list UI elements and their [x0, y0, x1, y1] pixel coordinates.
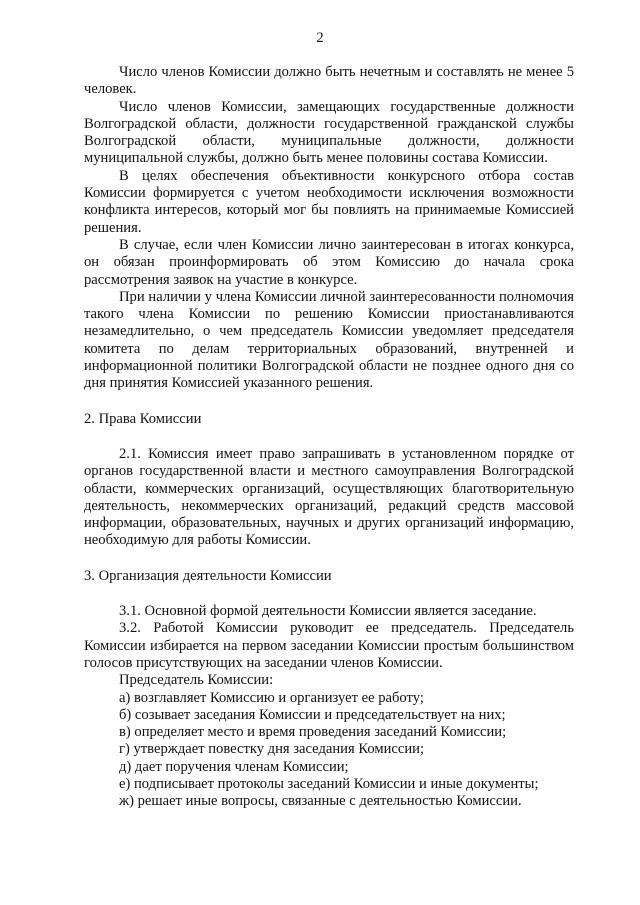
paragraph: При наличии у члена Комиссии личной заинтересованности полномочия такого члена Комиссии по решению Комиссии приостанавливаются незамедлительно, о чем председатель Комиссии уведомляет председателя комитета по делам территориальных образований, внутренней и информационной политики Волгоградской области не позднее одного дня со дня принятия Комиссией указанного решения. [84, 288, 574, 392]
list-item: е) подписывает протоколы заседаний Комиссии и иные документы; [119, 775, 539, 792]
paragraph: Число членов Комиссии, замещающих государственные должности Волгоградской области, должности государственной гражданской службы Волгоградской области, муниципальные должности, должности муниципальной службы, должно быть менее половины состава Комиссии. [84, 98, 574, 167]
paragraph: Председатель Комиссии: [119, 672, 274, 689]
paragraph: 2.1. Комиссия имеет право запрашивать в установленном порядке от органов государственной власти и местного самоуправления Волгоградской области, коммерческих организаций, осуществляющих благотворительную деятельность, некоммерческих организаций, редакций средств массовой информации, образовательных, научных и других организаций информацию, необходимую для работы Комиссии. [84, 445, 574, 549]
list-item: г) утверждает повестку дня заседания Комиссии; [119, 741, 425, 758]
section-title-organization: 3. Организация деятельности Комиссии [84, 567, 332, 584]
paragraph: Число членов Комиссии должно быть нечетным и составлять не менее 5 человек. [84, 64, 574, 98]
chairman-duties-list [84, 690, 574, 811]
list-item: д) дает поручения членам Комиссии; [119, 758, 349, 775]
paragraph: 3.1. Основной формой деятельности Комиссии является заседание. [119, 603, 537, 620]
paragraph: В целях обеспечения объективности конкурсного отбора состав Комиссии формируется с учетом необходимости исключения возможности конфликта интересов, который мог бы повлиять на принимаемые Комиссией решения. [84, 167, 574, 236]
paragraph: В случае, если член Комиссии лично заинтересован в итогах конкурса, он обязан проинформировать об этом Комиссию до начала срока рассмотрения заявок на участие в конкурсе. [84, 236, 574, 288]
paragraph: 3.2. Работой Комиссии руководит ее председатель. Председатель Комиссии избирается на первом заседании Комиссии простым большинством голосов присутствующих на заседании членов Комиссии. [84, 620, 574, 671]
list-item: ж) решает иные вопросы, связанные с деятельностью Комиссии. [119, 793, 522, 810]
list-item: б) созывает заседания Комиссии и председательствует на них; [119, 706, 506, 723]
list-item: в) определяет место и время проведения заседаний Комиссии; [119, 724, 507, 741]
list-item: а) возглавляет Комиссию и организует ее работу; [119, 689, 424, 706]
section-title-rights: 2. Права Комиссии [84, 410, 202, 427]
document-body [84, 64, 574, 811]
page-number: 2 [316, 30, 324, 46]
